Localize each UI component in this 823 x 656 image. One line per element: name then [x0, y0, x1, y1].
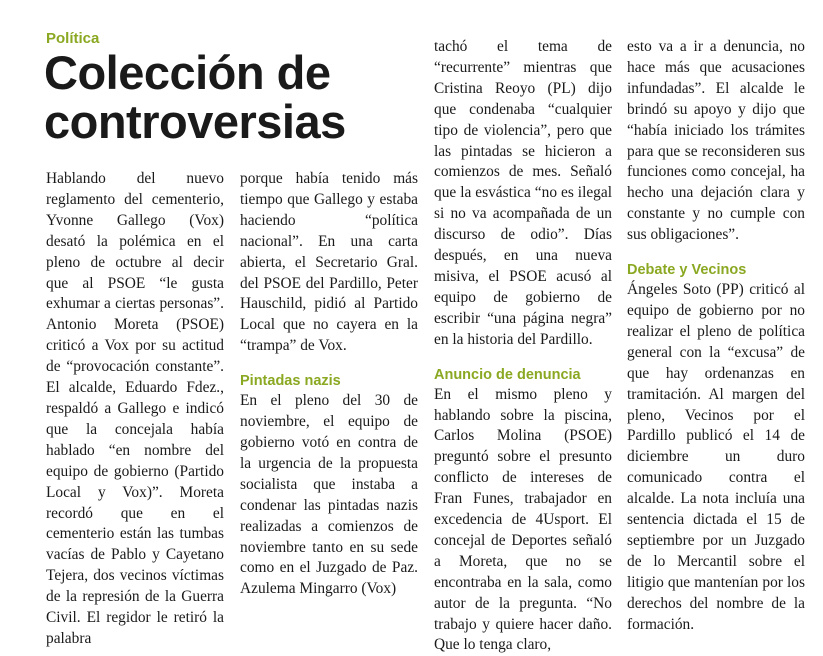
paragraph: tachó el tema de “recurrente” mientras que Cristina Reoyo (PL) dijo que condenaba “cualquier tipo de violencia”, pero que las pintadas se hicieron a comienzos de mes. Señaló que la esvástica “no es ilegal si no va acompañada de un discurso de odio”. Días después, en una nueva misiva, el PSOE acusó al equipo de gobierno de escribir “una página negra” en la historia del Pardillo.	[434, 38, 612, 348]
column-2	[240, 169, 418, 600]
paragraph: En el mismo pleno y hablando sobre la piscina, Carlos Molina (PSOE) preguntó sobre el presunto conflicto de intereses de Fran Funes, trabajador en excedencia de 4Usport. El concejal de Deportes señaló a Moreta, que no se encontraba en la sala, como autor de la pregunta. “No trabajo y quiere hacer daño. Que lo tenga claro,	[434, 385, 612, 654]
subhead-pintadas-nazis: Pintadas nazis	[240, 373, 341, 390]
paragraph: En el pleno del 30 de noviembre, el equipo de gobierno votó en contra de la urgencia de la propuesta socialista que instaba a condenar las pintadas nazis realizadas a comienzos de noviembre tanto en su sede como en el Juzgado de Paz. Azulema Mingarro (Vox)	[240, 392, 418, 598]
paragraph: Ángeles Soto (PP) criticó al equipo de gobierno por no realizar el pleno de política general con la “excusa” de que hay ordenanzas en tramitación. Al margen del pleno, Vecinos por el Pardillo publicó el 14 de diciembre un duro comunicado contra el alcalde. La nota incluía una sentencia dictada el 15 de septiembre por un Juzgado de lo Mercantil sobre el litigio que mantenían por los derechos del nombre de la formación.	[627, 281, 805, 633]
paragraph: Hablando del nuevo reglamento del cementerio, Yvonne Gallego (Vox) desató la polémica en el pleno de octubre al decir que al PSOE “le gusta exhumar a ciertas personas”. Antonio Moreta (PSOE) criticó a Vox por su actitud de “provocación constante”. El alcalde, Eduardo Fdez., respaldó a Gallego e indicó que la concejala había hablado “en nombre del equipo de gobierno (Partido Local y Vox)”. Moreta recordó que en el cementerio están las tumbas vacías de Pablo y Cayetano Tejera, dos vecinos víctimas de la represión de la Guerra Civil. El regidor le retiró la palabra	[46, 170, 224, 647]
column-3	[434, 37, 612, 656]
headline: Colección de controversias	[44, 46, 346, 148]
column-1	[46, 169, 224, 650]
section-label: Política	[46, 30, 100, 47]
paragraph: esto va a ir a denuncia, no hace más que acusaciones infundadas”. El alcalde le brindó su apoyo y dijo que “había iniciado los trámites para que se reconsideren sus funciones como concejal, ha hecho una dejación clara y constante y no cumple con sus obligaciones”.	[627, 38, 805, 244]
subhead-anuncio-de-denuncia: Anuncio de denuncia	[434, 366, 581, 383]
paragraph: porque había tenido más tiempo que Gallego y estaba haciendo “política nacional”. En una carta abierta, el Secretario Gral. del PSOE del Pardillo, Peter Hauschild, pidió al Partido Local que no cayera en la “trampa” de Vox.	[240, 170, 418, 355]
subhead-debate-y-vecinos: Debate y Vecinos	[627, 262, 747, 279]
column-4	[627, 37, 805, 635]
